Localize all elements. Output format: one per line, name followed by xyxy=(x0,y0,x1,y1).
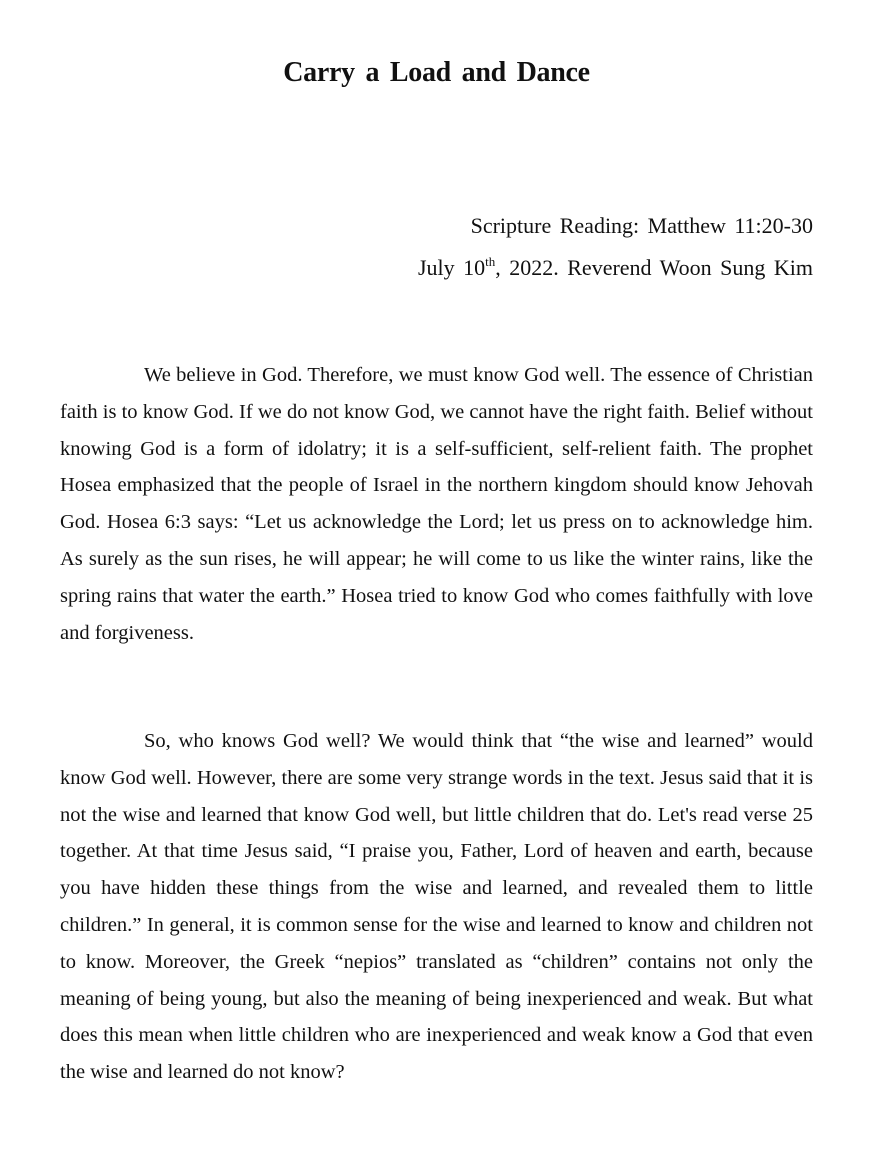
date-ordinal-suffix: th xyxy=(485,254,496,269)
body-paragraph-1: We believe in God. Therefore, we must know God well. The essence of Christian faith is to know God. If we do not know God, we cannot have the right faith. Belief without knowing God is a form of idolatry; it is a self-sufficient, self-relient faith. The prophet Hosea emphasized that the people of Israel in the northern kingdom should know Jehovah God. Hosea 6:3 says: “Let us acknowledge the Lord; let us press on to acknowledge him. As surely as the sun rises, he will appear; he will come to us like the winter rains, like the spring rains that water the earth.” Hosea tried to know God who comes faithfully with love and forgiveness. xyxy=(60,364,813,644)
sermon-meta xyxy=(418,205,813,289)
date-prefix: July 10 xyxy=(417,255,486,280)
date-rest: , 2022. Reverend Woon Sung Kim xyxy=(495,255,813,280)
document-title: Carry a Load and Dance xyxy=(283,57,590,88)
body-paragraph-2: So, who knows God well? We would think that “the wise and learned” would know God well. However, there are some very strange words in the text. Jesus said that it is not the wise and learned that know God well, but little children that do. Let's read verse 25 together. At that time Jesus said, “I praise you, Father, Lord of heaven and earth, because you have hidden these things from the wise and learned, and revealed them to little children.” In general, it is common sense for the wise and learned to know and children not to know. Moreover, the Greek “nepios” translated as “children” contains not only the meaning of being young, but also the meaning of being inexperienced and weak. But what does this mean when little children who are inexperienced and weak know a God that even the wise and learned do not know? xyxy=(60,730,813,1084)
sermon-date-line xyxy=(418,247,813,289)
scripture-reading: Scripture Reading: Matthew 11:20-30 xyxy=(470,213,813,238)
